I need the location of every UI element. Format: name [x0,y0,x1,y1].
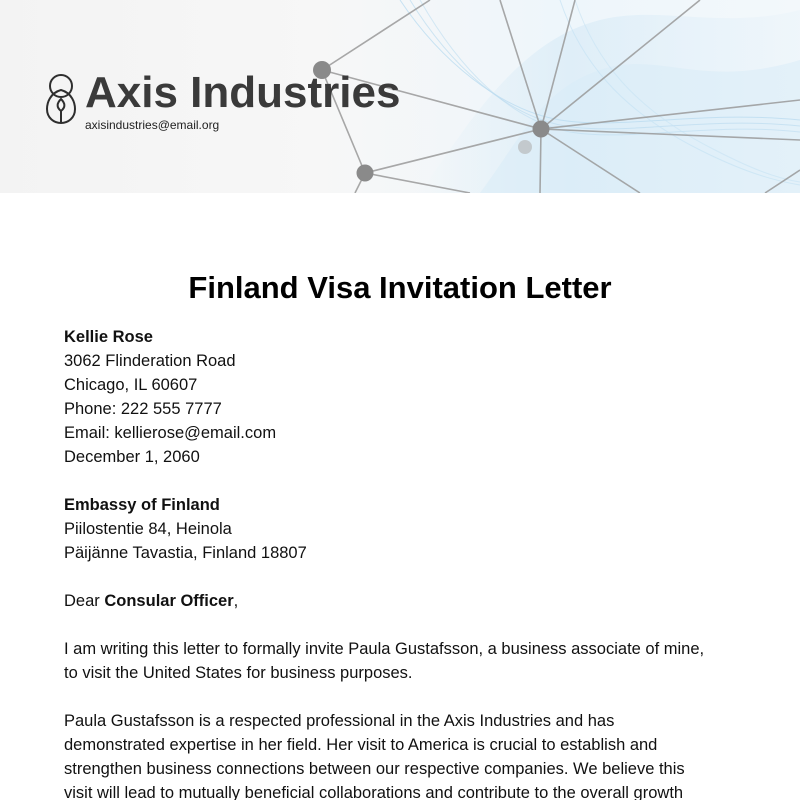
paragraph-line: I am writing this letter to formally invite Paula Gustafsson, a business associate of mine, [64,640,705,658]
recipient-name: Embassy of Finland [64,496,220,514]
sender-phone: Phone: 222 555 7777 [64,400,222,418]
recipient-street: Piilostentie 84, Heinola [64,520,232,538]
salutation-prefix: Dear [64,592,105,610]
sender-name: Kellie Rose [64,328,153,346]
salutation-title: Consular Officer [104,592,234,610]
paragraph-line: visit will lead to mutually beneficial collaborations and contribute to the overall growth [64,784,684,800]
sender-email: Email: kellierose@email.com [64,424,277,442]
company-logo-icon [44,73,78,130]
company-email: axisindustries@email.org [85,118,220,132]
paragraph-line: Paula Gustafsson is a respected professional in the Axis Industries and has [64,712,615,730]
salutation [64,589,744,613]
paragraph-invitation [64,637,744,685]
company-name: Axis Industries [85,68,401,117]
paragraph-line: demonstrated expertise in her field. Her visit to America is crucial to establish and [64,736,658,754]
paragraph-line: to visit the United States for business purposes. [64,664,413,682]
letter-date: December 1, 2060 [64,448,200,466]
document-title: Finland Visa Invitation Letter [188,270,612,305]
recipient-region: Päijänne Tavastia, Finland 18807 [64,544,307,562]
salutation-suffix: , [233,592,239,610]
paragraph-about-guest [64,709,744,800]
letterhead-banner [0,0,800,193]
paragraph-line: strengthen business connections between our respective companies. We believe this [64,760,685,778]
sender-city: Chicago, IL 60607 [64,376,198,394]
sender-block [64,325,744,469]
sender-street: 3062 Flinderation Road [64,352,236,370]
letter-body [64,325,744,800]
recipient-block [64,493,744,565]
